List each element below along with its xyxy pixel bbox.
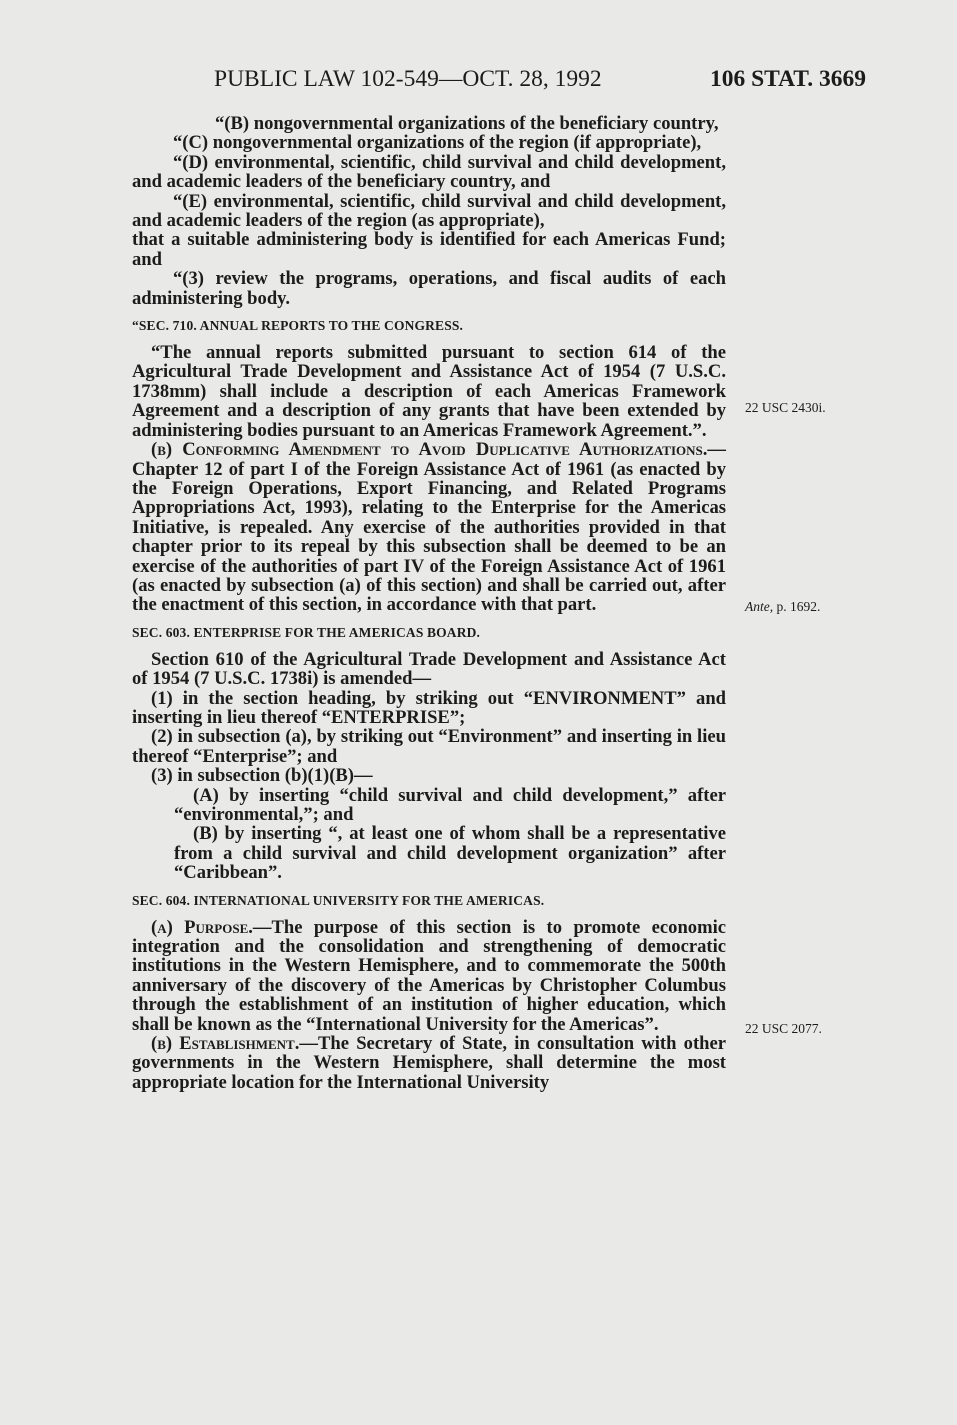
margin-note-usc-2077: 22 USC 2077. [745, 1021, 822, 1036]
section-603-item-1: (1) in the section heading, by striking out “ENVIRONMENT” and inserting in lieu thereof “ENTERPRISE”; [132, 687, 726, 728]
margin-note-ante [745, 597, 820, 616]
establishment-text: —The Secretary of State, in consultation with other governments in the Western Hemisphere, shall determine the most appropriate location for the International University [132, 1033, 726, 1093]
section-603-item-3a: (A) by inserting “child survival and child development,” after “environmental,”; and [174, 784, 726, 825]
conforming-amendment-label: (b) Conforming Amendment to Avoid Duplicative Authorizations. [151, 439, 708, 461]
section-603-item-3: (3) in subsection (b)(1)(B)— [151, 765, 373, 787]
section-603-heading: SEC. 603. ENTERPRISE FOR THE AMERICAS BOARD. [132, 624, 481, 640]
clause-d: “(D) environmental, scientific, child survival and child development, and academic leaders of the beneficiary country, and [132, 151, 726, 193]
section-710-heading: “SEC. 710. ANNUAL REPORTS TO THE CONGRESS. [132, 318, 464, 334]
header-stat-page: 106 STAT. 3669 [709, 66, 866, 92]
clause-3: “(3) review the programs, operations, and fiscal audits of each administering body. [132, 268, 726, 309]
margin-note-usc-2430i: 22 USC 2430i. [745, 400, 826, 415]
section-603-item-3b: (B) by inserting “, at least one of whom shall be a representative from a child survival and child development organization” after “Caribbean”. [174, 823, 726, 884]
section-603-intro: Section 610 of the Agricultural Trade Development and Assistance Act of 1954 (7 U.S.C. 1738i) is amended— [132, 648, 726, 690]
document-body [132, 114, 726, 1092]
margin-note-ante-italic: Ante, [745, 599, 774, 614]
purpose-text: —The purpose of this section is to promote economic integration and the consolidation and strengthening of democratic institutions in the Western Hemisphere, and to commemorate the 500th anniversary of the discovery of the Americas by Christopher Columbus through the establishment of an institution of higher education, which shall be known as the “International University for the Americas”. [132, 916, 726, 1035]
conforming-amendment-text: —Chapter 12 of part I of the Foreign Assistance Act of 1961 (as enacted by the Foreign Operations, Export Financing, and Related Programs Appropriations Act, 1993), relating to the Enterprise for the Americas Initiative, is repealed. Any exercise of the authorities provided in that chapter prior to its repeal by this subsection shall be deemed to be an exercise of the authorities of part IV of the Foreign Assistance Act of 1961 (as enacted by subsection (a) of this section) and shall be carried out, after the enactment of this section, in accordance with that part. [132, 439, 726, 616]
clause-e: “(E) environmental, scientific, child survival and child development, and academic leaders of the region (as appropriate), [132, 190, 726, 232]
clause-that: that a suitable administering body is identified for each Americas Fund; and [132, 229, 726, 270]
clause-b: “(B) nongovernmental organizations of the beneficiary country, [215, 113, 719, 134]
section-604-heading: SEC. 604. INTERNATIONAL UNIVERSITY FOR THE AMERICAS. [132, 892, 545, 908]
section-603-item-2: (2) in subsection (a), by striking out “Environment” and inserting in lieu thereof “Enterprise”; and [132, 726, 726, 767]
section-710-text: “The annual reports submitted pursuant to section 614 of the Agricultural Trade Development and Assistance Act of 1954 (7 U.S.C. 1738mm) shall include a description of each Americas Framework Agreement and a description of any grants that have been extended by administering bodies pursuant to an Americas Framework Agreement.”. [132, 342, 726, 441]
header-title: PUBLIC LAW 102-549—OCT. 28, 1992 [214, 66, 602, 92]
margin-note-ante-page: p. 1692. [776, 599, 821, 614]
section-604-purpose [132, 918, 726, 1034]
clause-c: “(C) nongovernmental organizations of the region (if appropriate), [173, 132, 702, 154]
conforming-amendment-paragraph [132, 440, 726, 615]
purpose-label: (a) Purpose. [151, 916, 253, 938]
section-604-establishment [132, 1034, 726, 1092]
establishment-label: (b) Establishment. [151, 1033, 300, 1055]
